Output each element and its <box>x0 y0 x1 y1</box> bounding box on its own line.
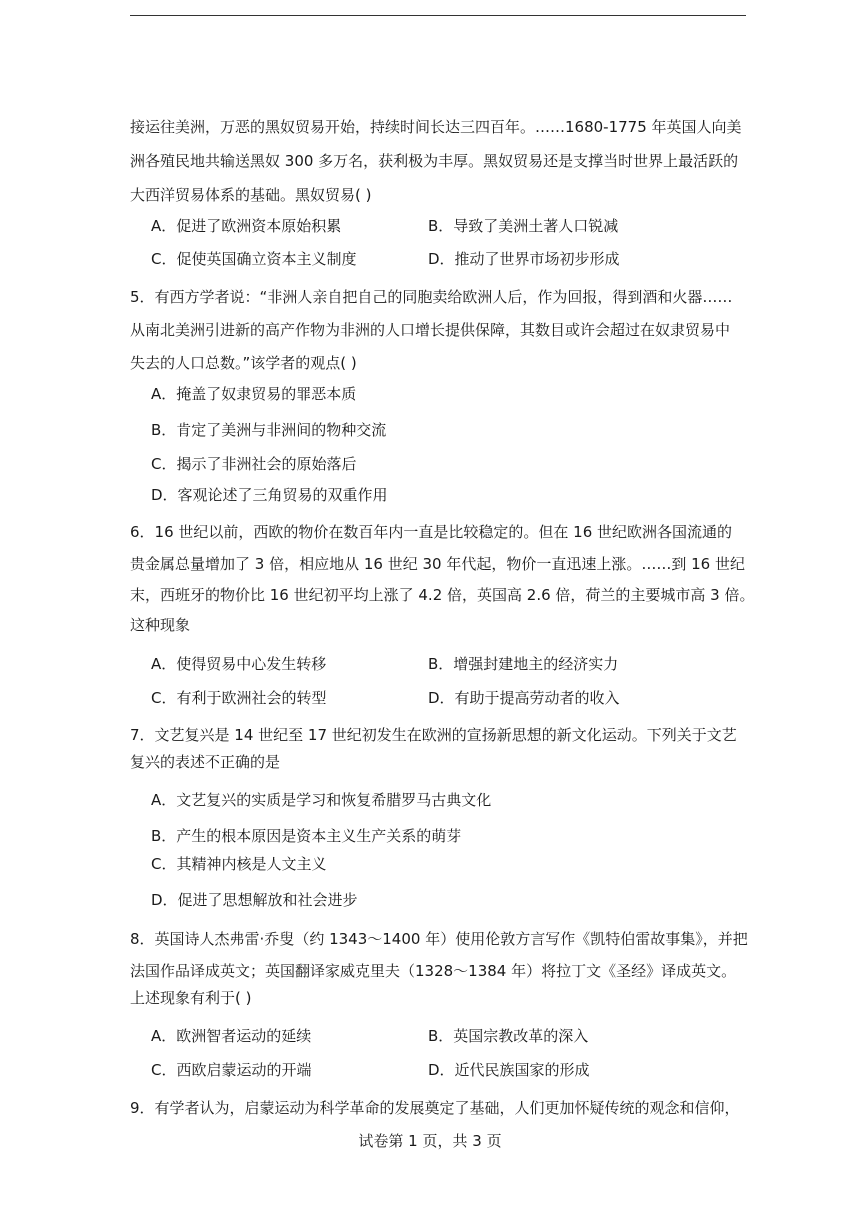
q5-option-c: C．揭示了非洲社会的原始落后 <box>151 455 357 473</box>
q6-option-d: D．有助于提高劳动者的收入 <box>428 689 620 707</box>
q6-line-3: 末，西班牙的物价比 16 世纪初平均上涨了 4.2 倍，英国高 2.6 倍，荷兰的主要城市高 3 倍。 <box>130 586 755 604</box>
q6-option-a: A．使得贸易中心发生转移 <box>151 655 327 673</box>
q6-line-4: 这种现象 <box>130 616 191 634</box>
q4-line-3: 大西洋贸易体系的基础。黑奴贸易( ) <box>130 186 372 204</box>
q4-option-c: C．促使英国确立资本主义制度 <box>151 250 357 268</box>
header-rule <box>130 15 746 16</box>
q8-option-d: D．近代民族国家的形成 <box>428 1061 590 1079</box>
q5-line-2: 从南北美洲引进新的高产作物为非洲的人口增长提供保障，其数目或许会超过在奴隶贸易中 <box>130 321 731 339</box>
q6-option-c: C．有利于欧洲社会的转型 <box>151 689 327 707</box>
page-footer: 试卷第 1 页，共 3 页 <box>358 1132 502 1150</box>
q7-option-a: A．文艺复兴的实质是学习和恢复希腊罗马古典文化 <box>151 791 492 809</box>
q6-option-b: B．增强封建地主的经济实力 <box>428 655 619 673</box>
q6-line-1: 6．16 世纪以前，西欧的物价在数百年内一直是比较稳定的。但在 16 世纪欧洲各国流通的 <box>130 523 733 541</box>
q8-line-2: 法国作品译成英文；英国翻译家威克里夫（1328～1384 年）将拉丁文《圣经》译成英文。 <box>130 962 737 980</box>
q9-line-1: 9．有学者认为，启蒙运动为科学革命的发展奠定了基础，人们更加怀疑传统的观念和信仰， <box>130 1099 740 1117</box>
q4-line-2: 洲各殖民地共输送黑奴 300 多万名，获利极为丰厚。黑奴贸易还是支撑当时世界上最活跃的 <box>130 152 739 170</box>
q8-option-a: A．欧洲智者运动的延续 <box>151 1027 312 1045</box>
q4-option-d: D．推动了世界市场初步形成 <box>428 250 620 268</box>
q4-option-a: A．促进了欧洲资本原始积累 <box>151 217 342 235</box>
q4-line-1: 接运往美洲，万恶的黑奴贸易开始，持续时间长达三四百年。……1680-1775 年英国人向美 <box>130 118 742 136</box>
q8-option-c: C．西欧启蒙运动的开端 <box>151 1061 312 1079</box>
q6-line-2: 贵金属总量增加了 3 倍，相应地从 16 世纪 30 年代起，物价一直迅速上涨。……到 16 世纪 <box>130 555 745 573</box>
q5-option-b: B．肯定了美洲与非洲间的物种交流 <box>151 421 387 439</box>
q4-option-b: B．导致了美洲土著人口锐减 <box>428 217 619 235</box>
q5-line-1: 5．有西方学者说：“非洲人亲自把自己的同胞卖给欧洲人后，作为回报，得到酒和火器…… <box>130 288 733 306</box>
q5-line-3: 失去的人口总数。”该学者的观点( ) <box>130 354 357 372</box>
q7-option-d: D．促进了思想解放和社会进步 <box>151 891 358 909</box>
q7-line-1: 7．文艺复兴是 14 世纪至 17 世纪初发生在欧洲的宣扬新思想的新文化运动。下列关于文艺 <box>130 726 737 744</box>
q5-option-a: A．掩盖了奴隶贸易的罪恶本质 <box>151 385 357 403</box>
q8-option-b: B．英国宗教改革的深入 <box>428 1027 589 1045</box>
q8-line-3: 上述现象有利于( ) <box>130 989 252 1007</box>
q7-line-2: 复兴的表述不正确的是 <box>130 753 281 771</box>
q7-option-c: C．其精神内核是人文主义 <box>151 855 327 873</box>
q8-line-1: 8．英国诗人杰弗雷·乔叟（约 1343～1400 年）使用伦敦方言写作《凯特伯雷故事集》，并把 <box>130 930 748 948</box>
q5-option-d: D．客观论述了三角贸易的双重作用 <box>151 486 388 504</box>
q7-option-b: B．产生的根本原因是资本主义生产关系的萌芽 <box>151 827 462 845</box>
